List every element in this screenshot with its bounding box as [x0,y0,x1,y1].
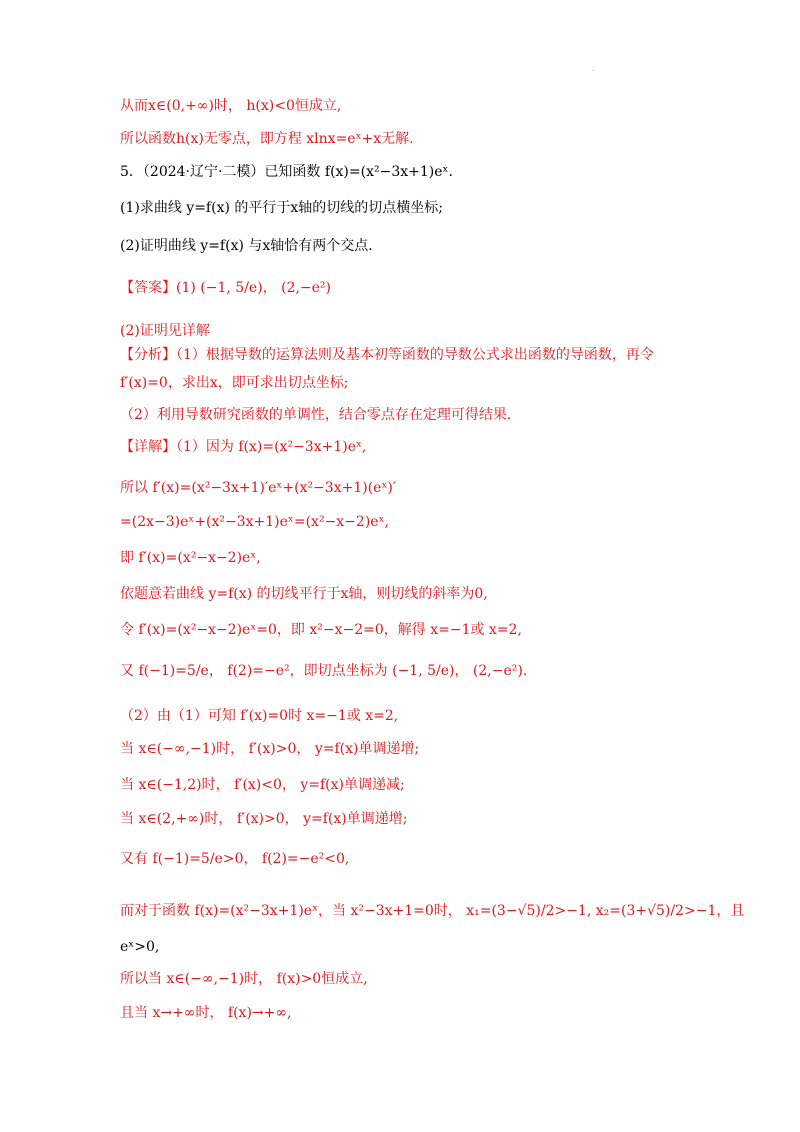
text-line-l12: 所以 f′(x)=(x²−3x+1)′eˣ+(x²−3x+1)(eˣ)′ [120,480,397,496]
text-line-l26: 且当 x→+∞时， f(x)→+∞, [120,1005,292,1021]
text-line-l11: 【详解】（1）因为 f(x)=(x²−3x+1)eˣ, [120,439,367,455]
text-line-l3: 5．（2024·辽宁·二模）已知函数 f(x)=(x²−3x+1)eˣ. [120,164,453,180]
text-line-l25: 所以当 x∈(−∞,−1)时， f(x)>0恒成立, [120,971,368,987]
text-line-l6: 【答案】(1) (−1, 5/e)， (2,−e²) [120,280,332,296]
text-line-l10: （2）利用导数研究函数的单调性，结合零点存在定理可得结果. [120,407,512,423]
text-line-l5: (2)证明曲线 y=f(x) 与x轴恰有两个交点. [120,238,373,254]
text-line-l22: 又有 f(−1)=5/e>0， f(2)=−e²<0, [120,851,350,867]
text-line-l1: 从而x∈(0,+∞)时， h(x)<0恒成立, [120,98,342,114]
text-line-l14: 即 f′(x)=(x²−x−2)eˣ, [120,550,261,566]
text-line-l21: 当 x∈(2,+∞)时， f′(x)>0， y=f(x)单调递增; [120,811,408,827]
text-line-l16: 令 f′(x)=(x²−x−2)eˣ=0，即 x²−x−2=0，解得 x=−1或 x=2, [120,622,522,638]
text-line-l9: f′(x)=0，求出x，即可求出切点坐标; [120,375,349,391]
text-line-l8: 【分析】（1）根据导数的运算法则及基本初等函数的导数公式求出函数的导函数，再令 [120,347,654,363]
text-line-l18: （2）由（1）可知 f′(x)=0时 x=−1或 x=2, [120,708,399,724]
text-line-l13: =(2x−3)eˣ+(x²−3x+1)eˣ=(x²−x−2)eˣ, [120,514,389,530]
text-line-l20: 当 x∈(−1,2)时， f′(x)<0， y=f(x)单调递减; [120,777,405,793]
text-line-l24: eˣ>0, [120,939,160,955]
text-line-l4: (1)求曲线 y=f(x) 的平行于x轴的切线的切点横坐标; [120,200,443,216]
text-line-l23: 而对于函数 f(x)=(x²−3x+1)eˣ，当 x²−3x+1=0时， x₁=(3−√5)/2>−1, x₂=(3+√5)/2>−1，且 [120,903,745,919]
text-line-l2: 所以函数h(x)无零点，即方程 xlnx=eˣ+x无解. [120,131,414,147]
text-line-l17: 又 f(−1)=5/e， f(2)=−e²，即切点坐标为 (−1, 5/e)， (2,−e²). [120,663,528,679]
text-line-l7: (2)证明见详解 [120,323,210,339]
page-corner-mark: . [592,66,594,73]
text-line-l15: 依题意若曲线 y=f(x) 的切线平行于x轴，则切线的斜率为0, [120,586,488,602]
text-line-l19: 当 x∈(−∞,−1)时， f′(x)>0， y=f(x)单调递增; [120,741,420,757]
